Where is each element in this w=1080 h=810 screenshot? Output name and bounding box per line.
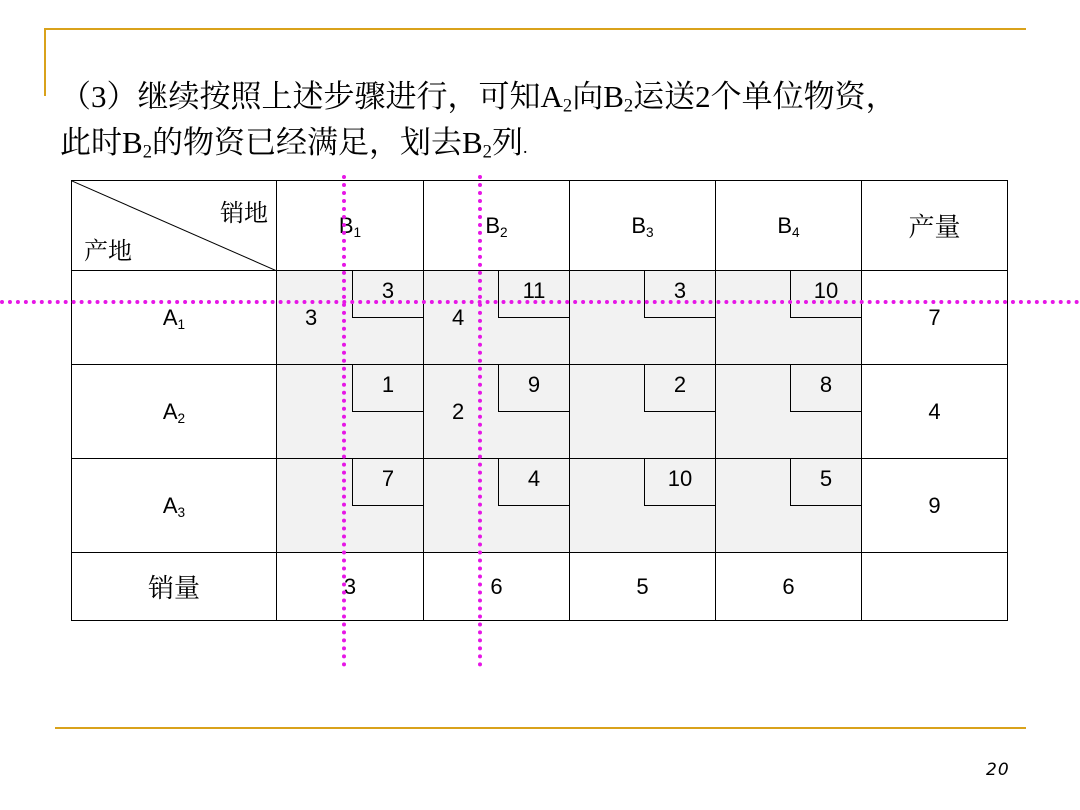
text-segment: 运送2个单位物资，	[633, 79, 897, 114]
demand-b2: 6	[424, 553, 570, 621]
supply-a1: 7	[862, 271, 1008, 365]
row-letter: A	[162, 304, 178, 330]
text-segment: 列	[491, 125, 523, 160]
cost-box: 5	[790, 459, 861, 506]
cell-a2-b1	[277, 365, 424, 459]
table-row-a3	[72, 459, 1008, 553]
subscript: 2	[482, 141, 492, 163]
cell-a3-b4	[716, 459, 862, 553]
column-header-b3	[570, 181, 716, 271]
allocation: 2	[452, 398, 465, 424]
subscript: 2	[623, 95, 634, 117]
cell-a2-b3	[570, 365, 716, 459]
bottom-rule	[55, 727, 1026, 729]
column-letter: B	[777, 212, 793, 238]
table-row-a1	[72, 271, 1008, 365]
transport-table	[71, 180, 1008, 621]
text-segment: （3）继续按照上述步骤进行，可知	[60, 79, 541, 114]
paragraph-line-1	[60, 74, 1050, 120]
supply-a2: 4	[862, 365, 1008, 459]
subscript: 2	[562, 95, 573, 117]
cell-a3-b1	[277, 459, 424, 553]
column-header-b4	[716, 181, 862, 271]
row-header-a2	[72, 365, 277, 459]
row-subscript: 2	[177, 410, 186, 426]
row-subscript: 1	[177, 316, 186, 332]
cost-box: 2	[644, 365, 715, 412]
cell-a1-b4	[716, 271, 862, 365]
corner-bottom-label: 产地	[84, 239, 132, 265]
column-header-b1	[277, 181, 424, 271]
text-segment: 此时	[60, 125, 122, 160]
cell-a1-b1	[277, 271, 424, 365]
cell-a3-b3	[570, 459, 716, 553]
demand-row	[72, 553, 1008, 621]
text-segment: B	[461, 125, 483, 160]
cost-box: 9	[498, 365, 569, 412]
cost-box: 11	[498, 271, 569, 318]
demand-empty-cell	[862, 553, 1008, 621]
cost-box: 7	[352, 459, 423, 506]
row-letter: A	[162, 398, 178, 424]
supply-header: 产量	[862, 181, 1008, 271]
cell-a3-b2	[424, 459, 570, 553]
column-subscript: 1	[353, 224, 362, 240]
allocation: 4	[452, 304, 465, 330]
strike-line-column-b1	[342, 175, 346, 667]
text-segment: 向	[572, 79, 604, 114]
cost-box: 8	[790, 365, 861, 412]
cell-a2-b4	[716, 365, 862, 459]
column-subscript: 2	[500, 224, 508, 240]
strike-line-row-a1	[0, 300, 1080, 304]
column-letter: B	[485, 212, 501, 238]
corner-top-label: 销地	[220, 201, 268, 227]
paragraph	[60, 74, 1050, 170]
row-letter: A	[162, 492, 178, 518]
demand-label: 销量	[72, 553, 277, 621]
text-segment: B	[122, 125, 143, 160]
row-header-a1	[72, 271, 277, 365]
cell-a1-b2	[424, 271, 570, 365]
header-row	[72, 181, 1008, 271]
cost-box: 10	[790, 271, 861, 318]
column-header-b2	[424, 181, 570, 271]
text-segment: 的物资已经满足，划去	[151, 125, 462, 160]
demand-b3: 5	[570, 553, 716, 621]
text-segment: A	[540, 79, 563, 114]
column-letter: B	[631, 212, 647, 238]
demand-b4: 6	[716, 553, 862, 621]
table-row-a2	[72, 365, 1008, 459]
cost-box: 10	[644, 459, 715, 506]
cost-box: 3	[352, 271, 423, 318]
top-rule	[44, 28, 1026, 30]
subscript: 2	[142, 141, 152, 163]
cost-box: 3	[644, 271, 715, 318]
row-subscript: 3	[177, 504, 186, 520]
page-number: 20	[986, 760, 1010, 780]
row-header-a3	[72, 459, 277, 553]
cell-a1-b3	[570, 271, 716, 365]
strike-line-column-b2	[478, 175, 482, 667]
allocation: 3	[305, 304, 318, 330]
left-rule	[44, 28, 46, 96]
corner-cell	[72, 181, 277, 271]
text-segment: B	[603, 79, 624, 114]
column-subscript: 4	[792, 224, 800, 240]
cell-a2-b2	[424, 365, 570, 459]
cost-box: 1	[352, 365, 423, 412]
paragraph-line-2	[60, 120, 1050, 170]
supply-a3: 9	[862, 459, 1008, 553]
column-subscript: 3	[646, 224, 654, 240]
cost-box: 4	[498, 459, 569, 506]
demand-b1: 3	[277, 553, 424, 621]
column-letter: B	[338, 212, 354, 238]
text-segment: .	[522, 137, 528, 157]
